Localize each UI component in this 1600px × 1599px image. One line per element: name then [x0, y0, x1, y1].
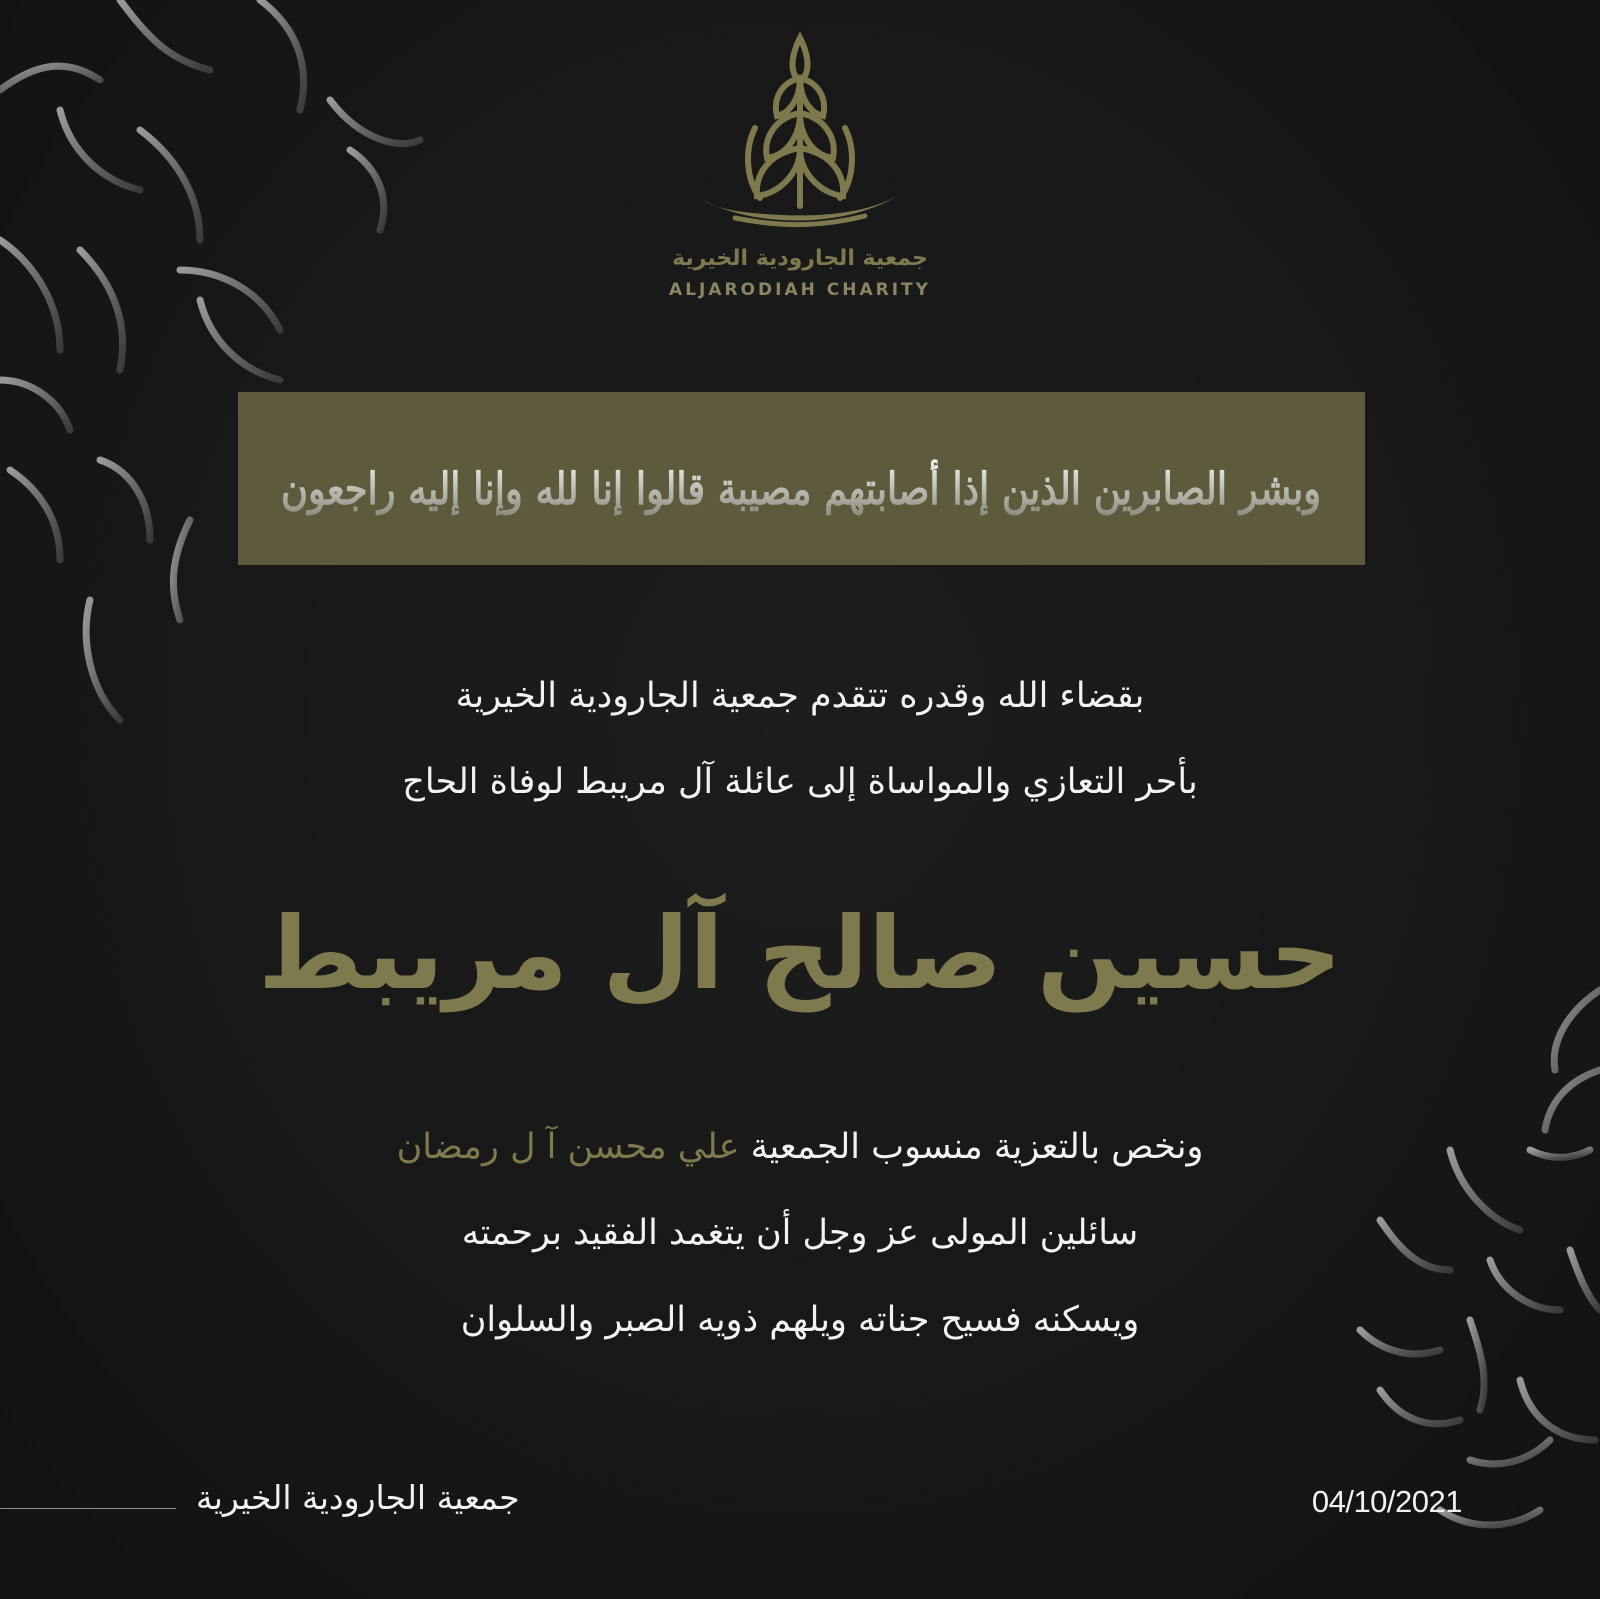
- logo-english-name: ALJARODIAH CHARITY: [669, 280, 931, 300]
- message-line-1: بقضاء الله وقدره تتقدم جمعية الجارودية الخيرية: [455, 676, 1145, 716]
- verse-banner: [238, 392, 1526, 565]
- leaves-decoration-left: [0, 0, 460, 760]
- charity-logo: [640, 28, 960, 308]
- message-line-5: ويسكنه فسيح جناته ويلهم ذويه الصبر والسلوان: [460, 1300, 1140, 1340]
- footer-organization: جمعية الجارودية الخيرية: [196, 1478, 520, 1517]
- footer-date: 04/10/2021: [1311, 1484, 1462, 1519]
- logo-arabic-name: جمعية الجارودية الخيرية: [672, 246, 928, 271]
- deceased-name: حسين صالح آل مريبط: [258, 895, 1342, 1012]
- message-line-3: [0, 1127, 1600, 1167]
- footer-divider: [0, 1508, 176, 1509]
- verse-calligraphy: [238, 392, 1526, 565]
- message-line-4: سائلين المولى عز وجل أن يتغمد الفقيد برحمته: [461, 1213, 1139, 1253]
- verse-text: وبشر الصابرين الذين إذا أصابتهم مصيبة قالوا إنا لله وإنا إليه راجعون: [281, 464, 1526, 515]
- honoree-name: علي محسن آ ل رمضان: [396, 1127, 740, 1167]
- wheat-boat-logo-icon: [695, 28, 905, 238]
- message-line-2: بأحر التعازي والمواساة إلى عائلة آل مريبط لوفاة الحاج: [402, 762, 1198, 802]
- line3-prefix: ونخص بالتعزية منسوب الجمعية: [750, 1127, 1204, 1167]
